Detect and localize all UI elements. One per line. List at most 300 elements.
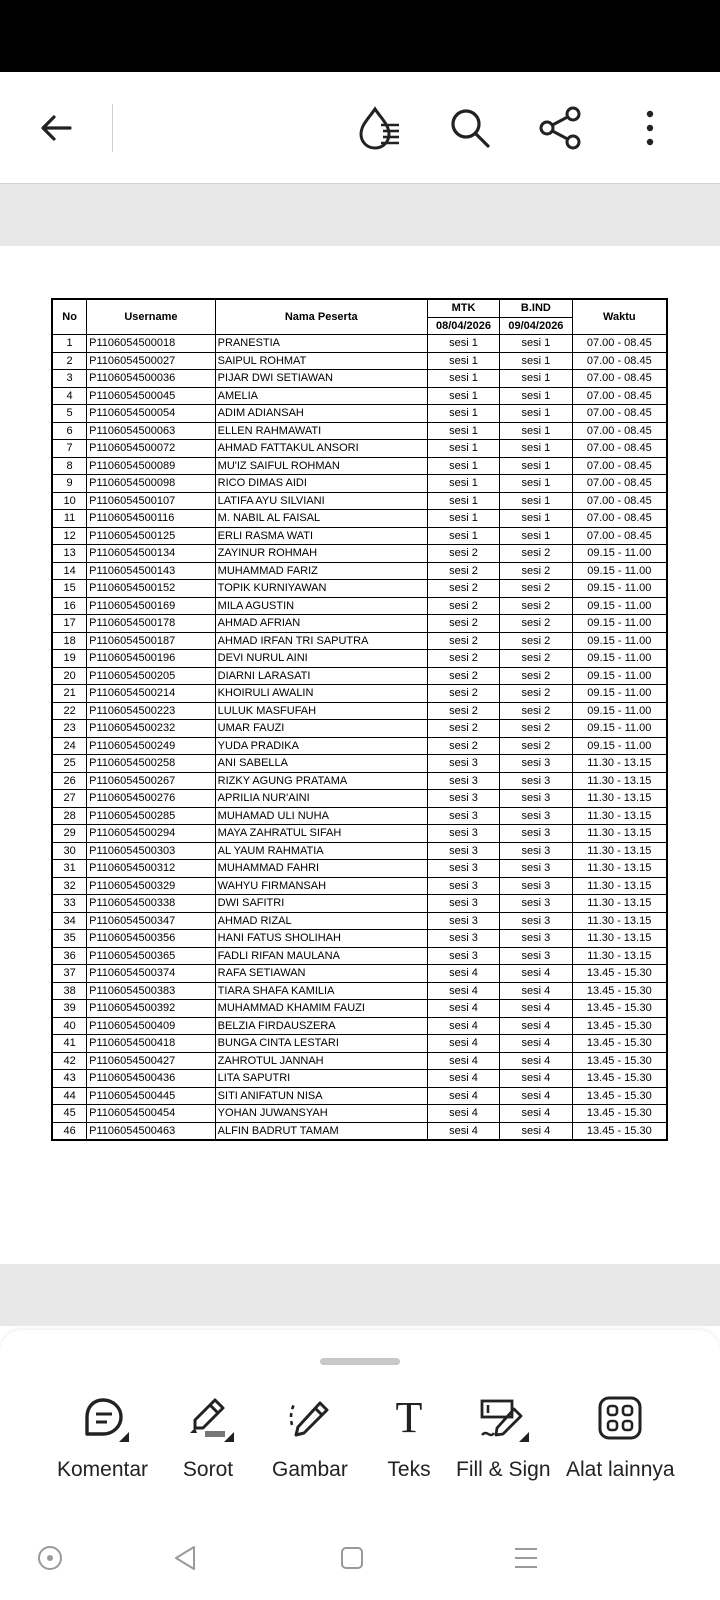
cell-no: 13 — [52, 545, 87, 563]
cell-bind: sesi 1 — [500, 440, 572, 458]
table-row — [52, 650, 667, 668]
table-row — [52, 1070, 667, 1088]
cell-bind: sesi 2 — [500, 545, 572, 563]
cell-bind: sesi 3 — [500, 842, 572, 860]
cell-mtk: sesi 3 — [427, 860, 499, 878]
cell-waktu: 09.15 - 11.00 — [572, 597, 667, 615]
cell-username: P1106054500232 — [87, 720, 216, 738]
cell-no: 14 — [52, 562, 87, 580]
table-row — [52, 982, 667, 1000]
comment-tool-label: Komentar — [57, 1458, 149, 1481]
cell-nama: MUHAMMAD KHAMIM FAUZI — [215, 1000, 427, 1018]
cell-username: P1106054500134 — [87, 545, 216, 563]
share-button[interactable] — [530, 98, 590, 158]
cell-mtk: sesi 3 — [427, 825, 499, 843]
cell-bind: sesi 3 — [500, 912, 572, 930]
cell-no: 15 — [52, 580, 87, 598]
cell-bind: sesi 4 — [500, 965, 572, 983]
cell-waktu: 07.00 - 08.45 — [572, 405, 667, 423]
search-icon — [448, 106, 492, 150]
cell-bind: sesi 1 — [500, 352, 572, 370]
cell-username: P1106054500329 — [87, 877, 216, 895]
cell-mtk: sesi 3 — [427, 912, 499, 930]
table-row — [52, 860, 667, 878]
cell-no: 31 — [52, 860, 87, 878]
cell-nama: MAYA ZAHRATUL SIFAH — [215, 825, 427, 843]
cell-bind: sesi 4 — [500, 1122, 572, 1140]
cell-waktu: 09.15 - 11.00 — [572, 720, 667, 738]
participant-table — [51, 298, 668, 1141]
cell-username: P1106054500223 — [87, 702, 216, 720]
cell-nama: MUHAMMAD FARIZ — [215, 562, 427, 580]
cell-waktu: 11.30 - 13.15 — [572, 772, 667, 790]
header-mtk: MTK — [427, 299, 499, 317]
cell-mtk: sesi 2 — [427, 615, 499, 633]
cell-no: 44 — [52, 1087, 87, 1105]
cell-waktu: 11.30 - 13.15 — [572, 930, 667, 948]
cell-username: P1106054500178 — [87, 615, 216, 633]
table-row — [52, 1122, 667, 1140]
cell-nama: AHMAD RIZAL — [215, 912, 427, 930]
cell-mtk: sesi 1 — [427, 457, 499, 475]
cell-no: 28 — [52, 807, 87, 825]
pencil-draw-icon — [287, 1395, 333, 1441]
nav-assistant-button[interactable] — [30, 1538, 70, 1578]
cell-no: 30 — [52, 842, 87, 860]
cell-nama: PRANESTIA — [215, 335, 427, 353]
cell-no: 36 — [52, 947, 87, 965]
cell-bind: sesi 3 — [500, 930, 572, 948]
table-row — [52, 912, 667, 930]
cell-username: P1106054500098 — [87, 475, 216, 493]
status-bar — [0, 0, 720, 72]
page-gap-bottom — [0, 1264, 720, 1326]
table-row — [52, 1017, 667, 1035]
cell-bind: sesi 3 — [500, 790, 572, 808]
header-bind: B.IND — [500, 299, 572, 317]
cell-bind: sesi 3 — [500, 825, 572, 843]
table-row — [52, 1000, 667, 1018]
cell-bind: sesi 4 — [500, 1087, 572, 1105]
cell-no: 41 — [52, 1035, 87, 1053]
cell-bind: sesi 1 — [500, 387, 572, 405]
cell-no: 1 — [52, 335, 87, 353]
share-icon — [537, 105, 583, 151]
fill-sign-tool-label: Fill & Sign — [456, 1458, 551, 1481]
cell-username: P1106054500214 — [87, 685, 216, 703]
cell-waktu: 07.00 - 08.45 — [572, 370, 667, 388]
triangle-back-icon — [172, 1544, 200, 1572]
cell-waktu: 11.30 - 13.15 — [572, 755, 667, 773]
cell-username: P1106054500294 — [87, 825, 216, 843]
cell-mtk: sesi 2 — [427, 720, 499, 738]
cell-waktu: 07.00 - 08.45 — [572, 475, 667, 493]
cell-mtk: sesi 1 — [427, 335, 499, 353]
cell-waktu: 09.15 - 11.00 — [572, 632, 667, 650]
cell-nama: LITA SAPUTRI — [215, 1070, 427, 1088]
cell-no: 16 — [52, 597, 87, 615]
liquid-mode-icon — [353, 103, 403, 153]
cell-no: 20 — [52, 667, 87, 685]
cell-nama: ALFIN BADRUT TAMAM — [215, 1122, 427, 1140]
cell-waktu: 09.15 - 11.00 — [572, 667, 667, 685]
search-button[interactable] — [440, 98, 500, 158]
cell-mtk: sesi 4 — [427, 1017, 499, 1035]
cell-nama: ELLEN RAHMAWATI — [215, 422, 427, 440]
cell-no: 37 — [52, 965, 87, 983]
cell-nama: MUHAMMAD FAHRI — [215, 860, 427, 878]
cell-mtk: sesi 1 — [427, 527, 499, 545]
cell-username: P1106054500267 — [87, 772, 216, 790]
cell-username: P1106054500463 — [87, 1122, 216, 1140]
table-row — [52, 562, 667, 580]
cell-waktu: 11.30 - 13.15 — [572, 895, 667, 913]
cell-nama: SAIPUL ROHMAT — [215, 352, 427, 370]
table-row — [52, 440, 667, 458]
cell-bind: sesi 4 — [500, 1017, 572, 1035]
header-username: Username — [87, 299, 216, 335]
highlight-tool-label: Sorot — [182, 1458, 234, 1481]
cell-no: 39 — [52, 1000, 87, 1018]
cell-no: 17 — [52, 615, 87, 633]
cell-waktu: 07.00 - 08.45 — [572, 422, 667, 440]
cell-nama: ADIM ADIANSAH — [215, 405, 427, 423]
cell-bind: sesi 1 — [500, 527, 572, 545]
cell-nama: MUHAMAD ULI NUHA — [215, 807, 427, 825]
cell-mtk: sesi 3 — [427, 947, 499, 965]
cell-no: 8 — [52, 457, 87, 475]
table-row — [52, 527, 667, 545]
table-row — [52, 1035, 667, 1053]
table-row — [52, 685, 667, 703]
header-bind-date: 09/04/2026 — [500, 317, 572, 335]
cell-mtk: sesi 3 — [427, 807, 499, 825]
cell-username: P1106054500143 — [87, 562, 216, 580]
cell-username: P1106054500409 — [87, 1017, 216, 1035]
pdf-page[interactable] — [0, 246, 720, 1264]
cell-mtk: sesi 3 — [427, 755, 499, 773]
cell-bind: sesi 2 — [500, 615, 572, 633]
cell-nama: SITI ANIFATUN NISA — [215, 1087, 427, 1105]
draw-tool[interactable] — [272, 1390, 348, 1482]
table-row — [52, 492, 667, 510]
cell-mtk: sesi 4 — [427, 1070, 499, 1088]
table-row — [52, 370, 667, 388]
cell-nama: LULUK MASFUFAH — [215, 702, 427, 720]
table-row — [52, 597, 667, 615]
table-row — [52, 545, 667, 563]
cell-bind: sesi 2 — [500, 702, 572, 720]
table-row — [52, 475, 667, 493]
cell-no: 5 — [52, 405, 87, 423]
cell-no: 12 — [52, 527, 87, 545]
cell-waktu: 11.30 - 13.15 — [572, 825, 667, 843]
table-row — [52, 965, 667, 983]
cell-no: 23 — [52, 720, 87, 738]
header-no: No — [52, 299, 87, 335]
cell-username: P1106054500205 — [87, 667, 216, 685]
cell-nama: AMELIA — [215, 387, 427, 405]
cell-bind: sesi 1 — [500, 510, 572, 528]
cell-no: 9 — [52, 475, 87, 493]
fill-sign-submenu-indicator — [519, 1432, 529, 1442]
cell-mtk: sesi 4 — [427, 982, 499, 1000]
cell-mtk: sesi 4 — [427, 965, 499, 983]
cell-nama: BELZIA FIRDAUSZERA — [215, 1017, 427, 1035]
cell-username: P1106054500418 — [87, 1035, 216, 1053]
cell-nama: ANI SABELLA — [215, 755, 427, 773]
table-row — [52, 720, 667, 738]
cell-mtk: sesi 1 — [427, 422, 499, 440]
nav-home-button[interactable] — [332, 1538, 372, 1578]
cell-mtk: sesi 4 — [427, 1105, 499, 1123]
table-row — [52, 667, 667, 685]
cell-mtk: sesi 3 — [427, 842, 499, 860]
cell-username: P1106054500107 — [87, 492, 216, 510]
cell-waktu: 07.00 - 08.45 — [572, 527, 667, 545]
table-row — [52, 1105, 667, 1123]
comment-submenu-indicator — [119, 1432, 129, 1442]
cell-mtk: sesi 1 — [427, 405, 499, 423]
cell-nama: DIARNI LARASATI — [215, 667, 427, 685]
cell-waktu: 09.15 - 11.00 — [572, 737, 667, 755]
cell-nama: TOPIK KURNIYAWAN — [215, 580, 427, 598]
header-nama-peserta: Nama Peserta — [215, 299, 427, 335]
liquid-mode-button[interactable] — [348, 98, 408, 158]
highlight-tool[interactable] — [180, 1390, 236, 1482]
nav-recents-button[interactable] — [506, 1538, 546, 1578]
cell-no: 19 — [52, 650, 87, 668]
cell-bind: sesi 1 — [500, 492, 572, 510]
cell-waktu: 09.15 - 11.00 — [572, 580, 667, 598]
cell-mtk: sesi 3 — [427, 877, 499, 895]
table-row — [52, 947, 667, 965]
table-body — [52, 335, 667, 1141]
cell-mtk: sesi 3 — [427, 895, 499, 913]
cell-mtk: sesi 2 — [427, 737, 499, 755]
header-mtk-date: 08/04/2026 — [427, 317, 499, 335]
cell-waktu: 13.45 - 15.30 — [572, 1122, 667, 1140]
cell-waktu: 07.00 - 08.45 — [572, 352, 667, 370]
cell-nama: AHMAD IRFAN TRI SAPUTRA — [215, 632, 427, 650]
cell-waktu: 13.45 - 15.30 — [572, 1000, 667, 1018]
cell-username: P1106054500169 — [87, 597, 216, 615]
more-tools[interactable] — [566, 1390, 675, 1482]
cell-no: 33 — [52, 895, 87, 913]
cell-no: 25 — [52, 755, 87, 773]
cell-waktu: 09.15 - 11.00 — [572, 685, 667, 703]
cell-nama: APRILIA NUR'AINI — [215, 790, 427, 808]
table-row — [52, 335, 667, 353]
cell-no: 34 — [52, 912, 87, 930]
cell-mtk: sesi 2 — [427, 650, 499, 668]
page-gap-top — [0, 184, 720, 246]
cell-username: P1106054500312 — [87, 860, 216, 878]
cell-waktu: 09.15 - 11.00 — [572, 545, 667, 563]
cell-waktu: 11.30 - 13.15 — [572, 807, 667, 825]
cell-bind: sesi 3 — [500, 772, 572, 790]
fill-sign-tool[interactable] — [456, 1390, 551, 1482]
cell-bind: sesi 3 — [500, 947, 572, 965]
menu-lines-icon — [512, 1544, 540, 1572]
cell-bind: sesi 3 — [500, 755, 572, 773]
cell-mtk: sesi 4 — [427, 1000, 499, 1018]
system-navigation-bar — [0, 1520, 720, 1600]
cell-nama: BUNGA CINTA LESTARI — [215, 1035, 427, 1053]
cell-waktu: 07.00 - 08.45 — [572, 335, 667, 353]
cell-bind: sesi 2 — [500, 667, 572, 685]
table-row — [52, 1087, 667, 1105]
cell-no: 45 — [52, 1105, 87, 1123]
table-row — [52, 632, 667, 650]
cell-username: P1106054500392 — [87, 1000, 216, 1018]
cell-nama: MILA AGUSTIN — [215, 597, 427, 615]
cell-bind: sesi 4 — [500, 1000, 572, 1018]
cell-mtk: sesi 2 — [427, 597, 499, 615]
table-row — [52, 930, 667, 948]
cell-waktu: 07.00 - 08.45 — [572, 457, 667, 475]
cell-mtk: sesi 1 — [427, 387, 499, 405]
cell-mtk: sesi 4 — [427, 1035, 499, 1053]
cell-bind: sesi 2 — [500, 650, 572, 668]
cell-nama: MU'IZ SAIFUL ROHMAN — [215, 457, 427, 475]
text-tool[interactable] — [381, 1390, 437, 1482]
cell-bind: sesi 1 — [500, 335, 572, 353]
cell-bind: sesi 4 — [500, 1070, 572, 1088]
cell-username: P1106054500454 — [87, 1105, 216, 1123]
cell-mtk: sesi 2 — [427, 562, 499, 580]
text-t-icon: T — [395, 1393, 423, 1442]
cell-mtk: sesi 2 — [427, 632, 499, 650]
table-row — [52, 877, 667, 895]
cell-bind: sesi 3 — [500, 807, 572, 825]
cell-mtk: sesi 2 — [427, 545, 499, 563]
cell-bind: sesi 1 — [500, 370, 572, 388]
cell-username: P1106054500383 — [87, 982, 216, 1000]
cell-waktu: 07.00 - 08.45 — [572, 387, 667, 405]
cell-waktu: 07.00 - 08.45 — [572, 440, 667, 458]
cell-waktu: 11.30 - 13.15 — [572, 842, 667, 860]
cell-username: P1106054500347 — [87, 912, 216, 930]
cell-waktu: 13.45 - 15.30 — [572, 1035, 667, 1053]
draw-tool-label: Gambar — [272, 1458, 348, 1481]
cell-username: P1106054500072 — [87, 440, 216, 458]
table-row — [52, 422, 667, 440]
cell-bind: sesi 3 — [500, 877, 572, 895]
cell-waktu: 07.00 - 08.45 — [572, 492, 667, 510]
cell-username: P1106054500303 — [87, 842, 216, 860]
back-button[interactable] — [26, 98, 86, 158]
cell-mtk: sesi 4 — [427, 1122, 499, 1140]
cell-waktu: 13.45 - 15.30 — [572, 1070, 667, 1088]
table-row — [52, 772, 667, 790]
cell-username: P1106054500036 — [87, 370, 216, 388]
comment-tool[interactable] — [57, 1390, 148, 1482]
cell-username: P1106054500196 — [87, 650, 216, 668]
cell-nama: ZAYINUR ROHMAH — [215, 545, 427, 563]
cell-bind: sesi 2 — [500, 580, 572, 598]
cell-mtk: sesi 1 — [427, 510, 499, 528]
cell-nama: WAHYU FIRMANSAH — [215, 877, 427, 895]
cell-nama: ZAHROTUL JANNAH — [215, 1052, 427, 1070]
sheet-drag-handle[interactable] — [320, 1358, 400, 1365]
cell-waktu: 09.15 - 11.00 — [572, 562, 667, 580]
cell-mtk: sesi 2 — [427, 667, 499, 685]
cell-bind: sesi 3 — [500, 860, 572, 878]
cell-mtk: sesi 1 — [427, 370, 499, 388]
table-row — [52, 1052, 667, 1070]
cell-waktu: 11.30 - 13.15 — [572, 860, 667, 878]
cell-waktu: 13.45 - 15.30 — [572, 1052, 667, 1070]
cell-username: P1106054500374 — [87, 965, 216, 983]
table-row — [52, 702, 667, 720]
cell-username: P1106054500027 — [87, 352, 216, 370]
cell-username: P1106054500187 — [87, 632, 216, 650]
cell-username: P1106054500045 — [87, 387, 216, 405]
cell-nama: RAFA SETIAWAN — [215, 965, 427, 983]
table-row — [52, 825, 667, 843]
cell-username: P1106054500427 — [87, 1052, 216, 1070]
table-row — [52, 405, 667, 423]
cell-username: P1106054500276 — [87, 790, 216, 808]
cell-mtk: sesi 2 — [427, 685, 499, 703]
cell-bind: sesi 2 — [500, 632, 572, 650]
toolbar-divider — [112, 104, 113, 152]
cell-no: 26 — [52, 772, 87, 790]
cell-nama: HANI FATUS SHOLIHAH — [215, 930, 427, 948]
cell-mtk: sesi 1 — [427, 440, 499, 458]
cell-waktu: 13.45 - 15.30 — [572, 1087, 667, 1105]
cell-nama: PIJAR DWI SETIAWAN — [215, 370, 427, 388]
highlight-submenu-indicator — [224, 1432, 234, 1442]
cell-bind: sesi 1 — [500, 475, 572, 493]
cell-no: 4 — [52, 387, 87, 405]
cell-mtk: sesi 2 — [427, 702, 499, 720]
cell-mtk: sesi 2 — [427, 580, 499, 598]
square-home-icon — [338, 1544, 366, 1572]
cell-nama: DEVI NURUL AINI — [215, 650, 427, 668]
cell-username: P1106054500356 — [87, 930, 216, 948]
nav-back-button[interactable] — [166, 1538, 206, 1578]
cell-no: 22 — [52, 702, 87, 720]
table-row — [52, 755, 667, 773]
cell-nama: RIZKY AGUNG PRATAMA — [215, 772, 427, 790]
cell-no: 11 — [52, 510, 87, 528]
cell-nama: KHOIRULI AWALIN — [215, 685, 427, 703]
cell-username: P1106054500125 — [87, 527, 216, 545]
more-vertical-icon — [640, 108, 660, 148]
grid-apps-icon — [598, 1396, 642, 1440]
cell-bind: sesi 1 — [500, 422, 572, 440]
cell-waktu: 13.45 - 15.30 — [572, 1017, 667, 1035]
cell-username: P1106054500063 — [87, 422, 216, 440]
cell-mtk: sesi 4 — [427, 1052, 499, 1070]
cell-username: P1106054500018 — [87, 335, 216, 353]
cell-nama: AL YAUM RAHMATIA — [215, 842, 427, 860]
cell-waktu: 13.45 - 15.30 — [572, 965, 667, 983]
cell-mtk: sesi 3 — [427, 930, 499, 948]
table-row — [52, 895, 667, 913]
more-options-button[interactable] — [620, 98, 680, 158]
cell-bind: sesi 4 — [500, 1052, 572, 1070]
cell-username: P1106054500249 — [87, 737, 216, 755]
cell-bind: sesi 4 — [500, 982, 572, 1000]
cell-no: 42 — [52, 1052, 87, 1070]
table-row — [52, 457, 667, 475]
cell-nama: FADLI RIFAN MAULANA — [215, 947, 427, 965]
cell-username: P1106054500116 — [87, 510, 216, 528]
text-tool-label: Teks — [387, 1458, 431, 1481]
